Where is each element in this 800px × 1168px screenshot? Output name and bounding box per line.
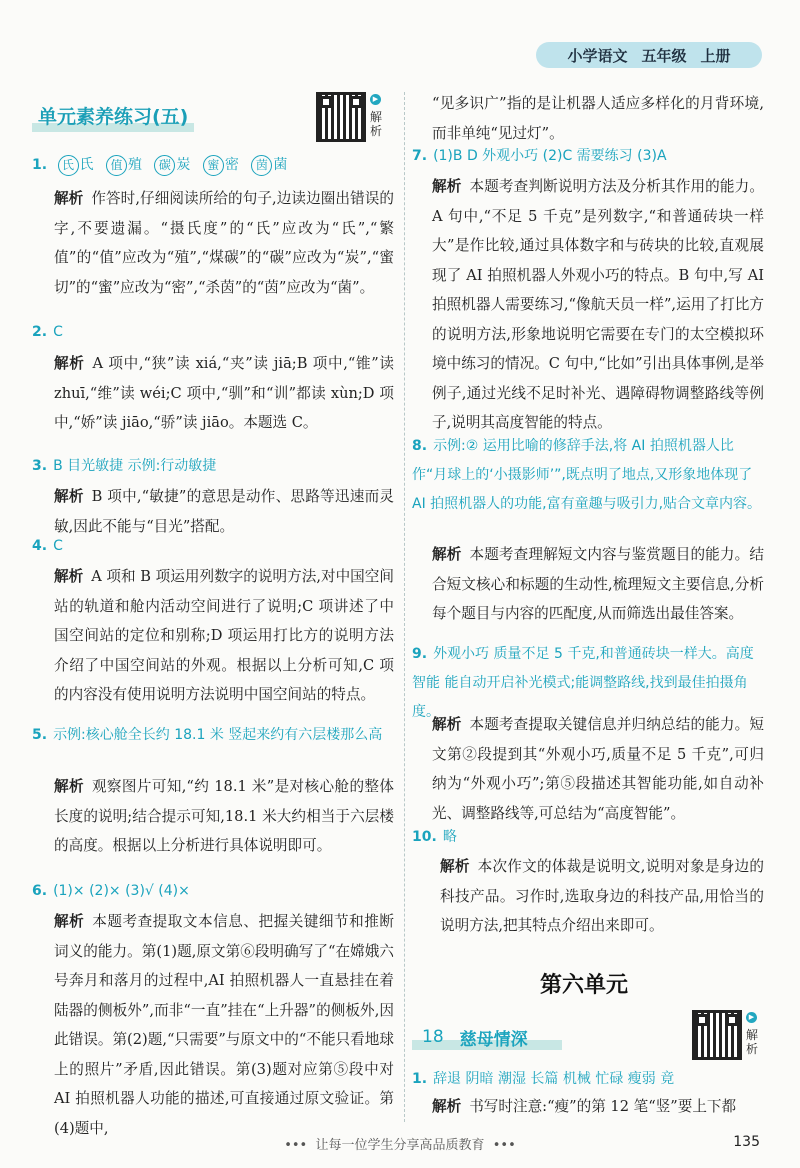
lesson-name: 慈母情深 bbox=[459, 1029, 528, 1050]
answer-10: 10. 略 bbox=[412, 829, 457, 845]
play-icon-2: ▶ bbox=[746, 1012, 757, 1023]
answer-6: 6. (1)× (2)× (3)√ (4)× bbox=[32, 883, 190, 899]
explanation-2: 解析 A 项中,“狭”读 xiá,“夹”读 jiā;B 项中,“锥”读 zhuī,“维”读 wéi;C 项中,“驯”和“训”都读 xùn;D 项中,“娇”读 jiāo,“骄”读 jiāo。本题选 C。 bbox=[54, 355, 394, 431]
lesson-title bbox=[412, 1024, 562, 1050]
qr-code-icon[interactable] bbox=[316, 92, 366, 142]
explanation-7: 解析 本题考查判断说明方法及分析其作用的能力。A 句中,“不足 5 千克”是列数字,“和普通砖块一样大”是作比较,通过具体数字和与砖块的比较,直观展现了 AI 拍照机器人外观小巧的特点。B 句中,写 AI 拍照机器人需要练习,“像航天员一样”,运用了打比方的说明方法,形象地说明它需要在专门的太空模拟环境中练习的情况。C 句中,“比如”引出具体事例,是举例子,通过光线不足时补光、遇障碍物调整路线等例子,说明其高度智能的特点。 bbox=[432, 178, 764, 431]
lesson-answer-1: 1. 辞退 阴暗 潮湿 长篇 机械 忙碌 瘦弱 竟 bbox=[412, 1071, 675, 1087]
explanation-9: 解析 本题考查提取关键信息并归纳总结的能力。短文第②段提到其“外观小巧,质量不足 5 千克”,可归纳为“外观小巧”;第⑤段描述其智能功能,如自动补光、调整路线等,可总结为“高度智能”。 bbox=[432, 716, 764, 822]
answer-9: 9. 外观小巧 质量不足 5 千克,和普通砖块一样大。高度智能 能自动开启补光模式;能调整路线,找到最佳拍摄角度。 bbox=[412, 646, 754, 720]
explanation-3: 解析 B 项中,“敏捷”的意思是动作、思路等迅速而灵敏,因此不能与“目光”搭配。 bbox=[54, 488, 394, 535]
header-subject-grade bbox=[536, 42, 762, 68]
header-volume: 上册 bbox=[700, 46, 731, 65]
answer-4: 4. C bbox=[32, 538, 63, 554]
explanation-6-continued: “见多识广”指的是让机器人适应多样化的月背环境,而非单纯“见过灯”。 bbox=[432, 95, 764, 142]
answer-7: 7. (1)B D 外观小巧 (2)C 需要练习 (3)A bbox=[412, 148, 667, 164]
section-title: 单元素养练习(五) bbox=[32, 102, 194, 132]
answer-2: 2. C bbox=[32, 324, 63, 340]
header-grade: 五年级 bbox=[641, 46, 687, 65]
explanation-4: 解析 A 项和 B 项运用列数字的说明方法,对中国空间站的轨道和舱内活动空间进行了说明;C 项讲述了中国空间站的定位和别称;D 项运用打比方的说明方法介绍了中国空间站的外观。根据以上分析可知,C 项的内容没有使用说明方法说明中国空间站的特点。 bbox=[54, 568, 394, 703]
explanation-10: 解析 本次作文的体裁是说明文,说明对象是身边的科技产品。习作时,选取身边的科技产品,用恰当的说明方法,把其特点介绍出来即可。 bbox=[440, 858, 764, 934]
qr-label-2: 解析 bbox=[746, 1028, 759, 1056]
explanation-1: 解析 作答时,仔细阅读所给的句子,边读边圈出错误的字,不要遗漏。“摄氏度”的“氏”应改为“氏”,“繁值”的“值”应改为“殖”,“煤碳”的“碳”应改为“炭”,“蜜切”的“蜜”应改为“密”,“杀茵”的“茵”应改为“菌”。 bbox=[54, 190, 394, 296]
qr-label: 解析 bbox=[370, 110, 383, 138]
answer-1: 1. 氏 氏 值 殖 碳 炭 蜜 密 茵 菌 bbox=[32, 154, 287, 176]
footer-slogan: ••• 让每一位学生分享高品质教育 ••• bbox=[284, 1138, 516, 1153]
explanation-6: 解析 本题考查提取文本信息、把握关键细节和推断词义的能力。第(1)题,原文第⑥段明确写了“在嫦娥六号奔月和落月的过程中,AI 拍照机器人一直悬挂在着陆器的侧板外”,而非“一直”挂在“上升器”的侧板外,因此错误。第(2)题,“只需要”与原文中的“不能只看地球上的照片”矛盾,因此错误。第(3)题对应第⑤段中对 AI 拍照机器人功能的描述,可直接通过原文验证。第(4)题中, bbox=[54, 913, 394, 1137]
answer-3: 3. B 目光敏捷 示例:行动敏捷 bbox=[32, 458, 217, 474]
header-subject: 小学语文 bbox=[567, 46, 628, 65]
page-number: 135 bbox=[733, 1134, 760, 1150]
lesson-explanation-1: 解析 书写时注意:“瘦”的第 12 笔“竖”要上下都 bbox=[432, 1098, 737, 1115]
explanation-8: 解析 本题考查理解短文内容与鉴赏题目的能力。结合短文核心和标题的生动性,梳理短文主要信息,分析每个题目与内容的匹配度,从而筛选出最佳答案。 bbox=[432, 546, 764, 622]
column-divider bbox=[404, 92, 405, 1122]
unit-title: 第六单元 bbox=[540, 973, 629, 998]
explanation-tag: 解析 bbox=[54, 190, 84, 207]
lesson-number: 18 bbox=[422, 1027, 444, 1047]
explanation-5: 解析 观察图片可知,“约 18.1 米”是对核心舱的整体长度的说明;结合提示可知,18.1 米大约相当于六层楼的高度。根据以上分析进行具体说明即可。 bbox=[54, 778, 394, 854]
qr-code-icon-2[interactable] bbox=[692, 1010, 742, 1060]
answer-8: 8. 示例:② 运用比喻的修辞手法,将 AI 拍照机器人比作“月球上的‘小摄影师’”,既点明了地点,又形象地体现了 AI 拍照机器人的功能,富有童趣与吸引力,贴合文章内容。 bbox=[412, 438, 762, 512]
answer-5: 5. 示例:核心舱全长约 18.1 米 竖起来约有六层楼那么高 bbox=[32, 727, 383, 743]
play-icon: ▶ bbox=[370, 94, 381, 105]
